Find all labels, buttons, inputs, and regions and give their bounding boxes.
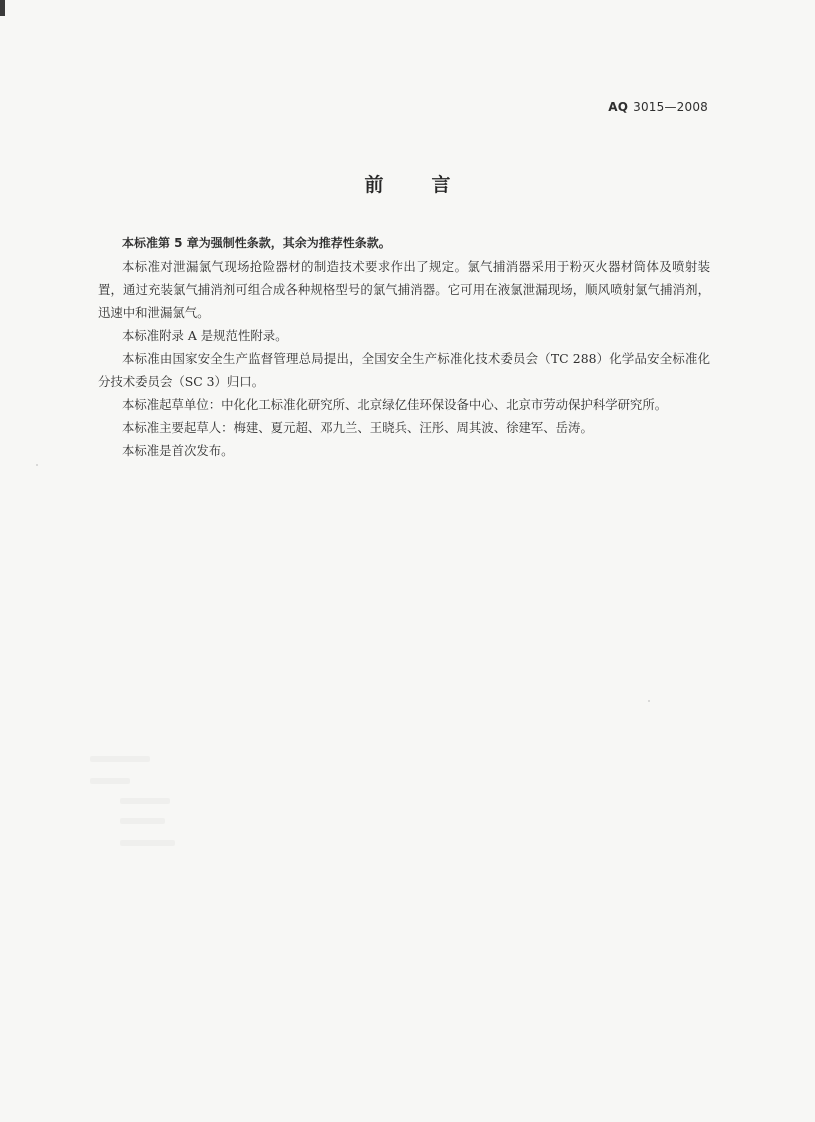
paragraph-first-issue: 本标准是首次发布。 [122,443,234,458]
standard-code [608,100,708,114]
standard-prefix: AQ [608,100,629,114]
scan-speck [36,464,38,466]
show-through-mark [90,756,150,762]
show-through-mark [120,818,165,824]
paragraph-proposed-by: 本标准由国家安全生产监督管理总局提出，全国安全生产标准化技术委员会（TC 288）化学品安全标准化分技术委员会（SC 3）归口。 [98,351,710,389]
foreword-body [98,232,710,462]
scan-speck [648,700,650,702]
paragraph-annex: 本标准附录 A 是规范性附录。 [122,328,288,343]
standard-number: 3015—2008 [633,100,708,114]
page-title: 前言 [364,174,499,196]
paragraph-drafting-units: 本标准起草单位：中化化工标准化研究所、北京绿亿佳环保设备中心、北京市劳动保护科学研究所。 [122,397,668,412]
show-through-mark [90,778,130,784]
paragraph-mandatory-clause: 本标准第 5 章为强制性条款，其余为推荐性条款。 [122,236,391,250]
paragraph-scope: 本标准对泄漏氯气现场抢险器材的制造技术要求作出了规定。氯气捕消器采用于粉灭火器材筒体及喷射装置，通过充装氯气捕消剂可组合成各种规格型号的氯气捕消器。它可用在液氯泄漏现场，顺风喷射氯气捕消剂，迅速中和泄漏氯气。 [98,259,710,320]
show-through-mark [120,840,175,846]
paragraph-drafters: 本标准主要起草人：梅建、夏元超、邓九兰、王晓兵、汪彤、周其波、徐建军、岳涛。 [122,420,593,435]
show-through-mark [120,798,170,804]
scan-corner-mark [0,0,5,16]
